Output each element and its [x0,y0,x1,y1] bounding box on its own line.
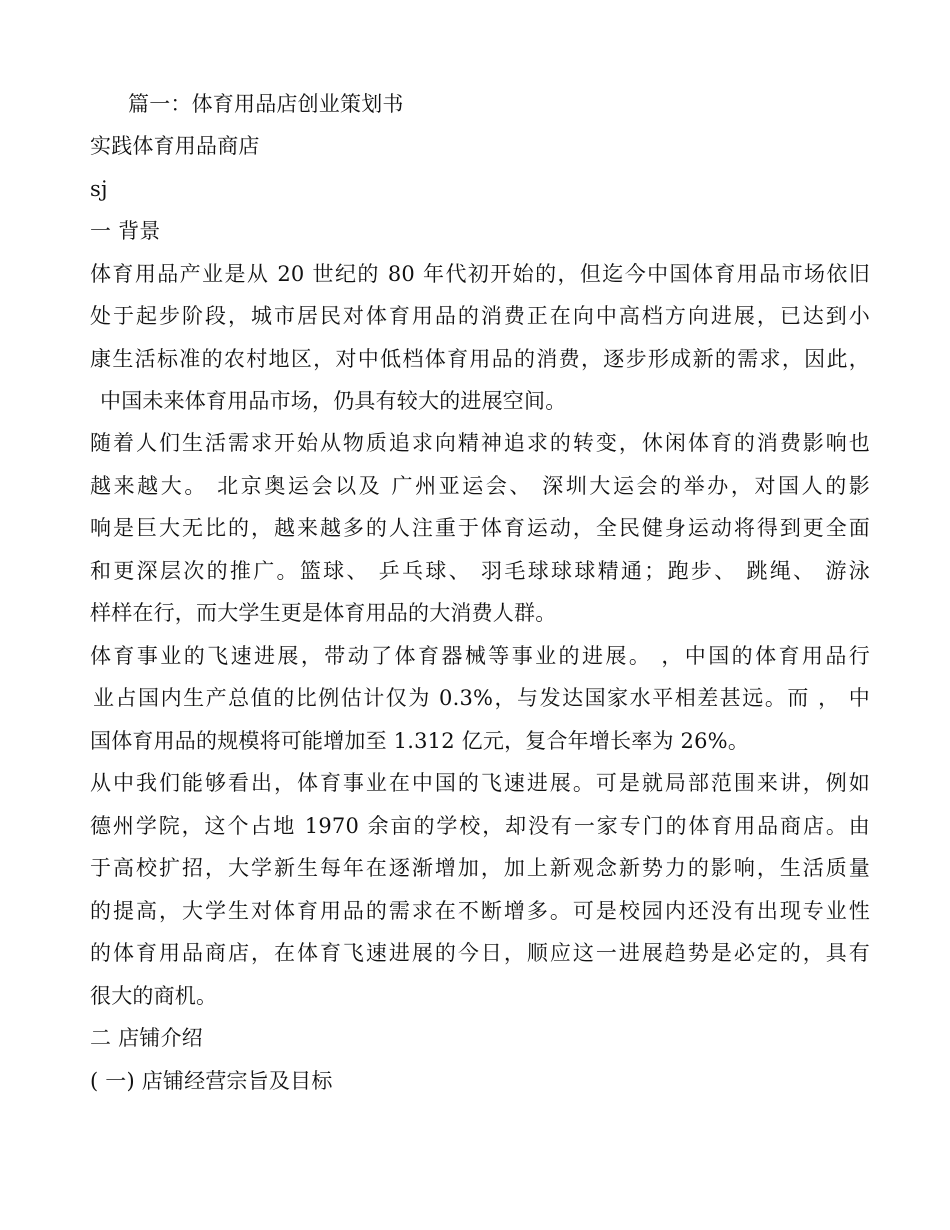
paragraph-line: 随着人们生活需求开始从物质追求向精神追求的转变，休闲体育的消费影响也 [90,431,870,455]
paragraph-line: 的提高，大学生对体育用品的需求在不断增多。可是校园内还没有出现专业性 [90,899,870,923]
paragraph-line: 国体育用品的规模将可能增加至 1.312 亿元，复合年增长率为 26%。 [90,729,750,753]
paragraph-line: 响是巨大无比的，越来越多的人注重于体育运动，全民健身运动将得到更全面 [90,516,870,540]
section-heading-background: 一 背景 [90,219,161,243]
document-author: sj [90,177,108,201]
subsection-heading: ( 一) 店铺经营宗旨及目标 [90,1069,333,1093]
document-subtitle: 实践体育用品商店 [90,134,260,158]
paragraph-line: 康生活标准的农村地区，对中低档体育用品的消费，逐步形成新的需求，因此， [90,347,870,371]
paragraph-line: 处于起步阶段，城市居民对体育用品的消费正在向中高档方向进展，已达到小 [90,304,870,328]
paragraph-line: 从中我们能够看出，体育事业在中国的飞速进展。可是就局部范围来讲，例如 [90,771,870,795]
paragraph-line: 德州学院，这个占地 1970 余亩的学校，却没有一家专门的体育用品商店。由 [90,814,870,838]
paragraph-line: 的体育用品商店，在体育飞速进展的今日，顺应这一进展趋势是必定的，具有 [90,941,870,965]
paragraph-line: 业占国内生产总值的比例估计仅为 0.3%，与发达国家水平相差甚远。而 ， 中 [93,686,870,710]
paragraph-line: 和更深层次的推广。篮球、 乒乓球、 羽毛球球球精通；跑步、 跳绳、 游泳 [90,559,870,583]
document-title: 篇一：体育用品店创业策划书 [128,92,404,116]
paragraph-line: 越来越大。 北京奥运会以及 广州亚运会、 深圳大运会的举办，对国人的影 [90,474,870,498]
section-heading-shop-intro: 二 店铺介绍 [90,1026,203,1050]
paragraph-line: 体育用品产业是从 20 世纪的 80 年代初开始的，但迄今中国体育用品市场依旧 [90,262,870,286]
paragraph-line: 于高校扩招，大学新生每年在逐渐增加，加上新观念新势力的影响，生活质量 [90,856,870,880]
paragraph-line: 很大的商机。 [90,984,218,1008]
paragraph-line: 样样在行，而大学生更是体育用品的大消费人群。 [90,601,557,625]
paragraph-line: 中国未来体育用品市场，仍具有较大的进展空间。 [100,389,567,413]
paragraph-line: 体育事业的飞速进展，带动了体育器械等事业的进展。 ，中国的体育用品行 [90,644,870,668]
